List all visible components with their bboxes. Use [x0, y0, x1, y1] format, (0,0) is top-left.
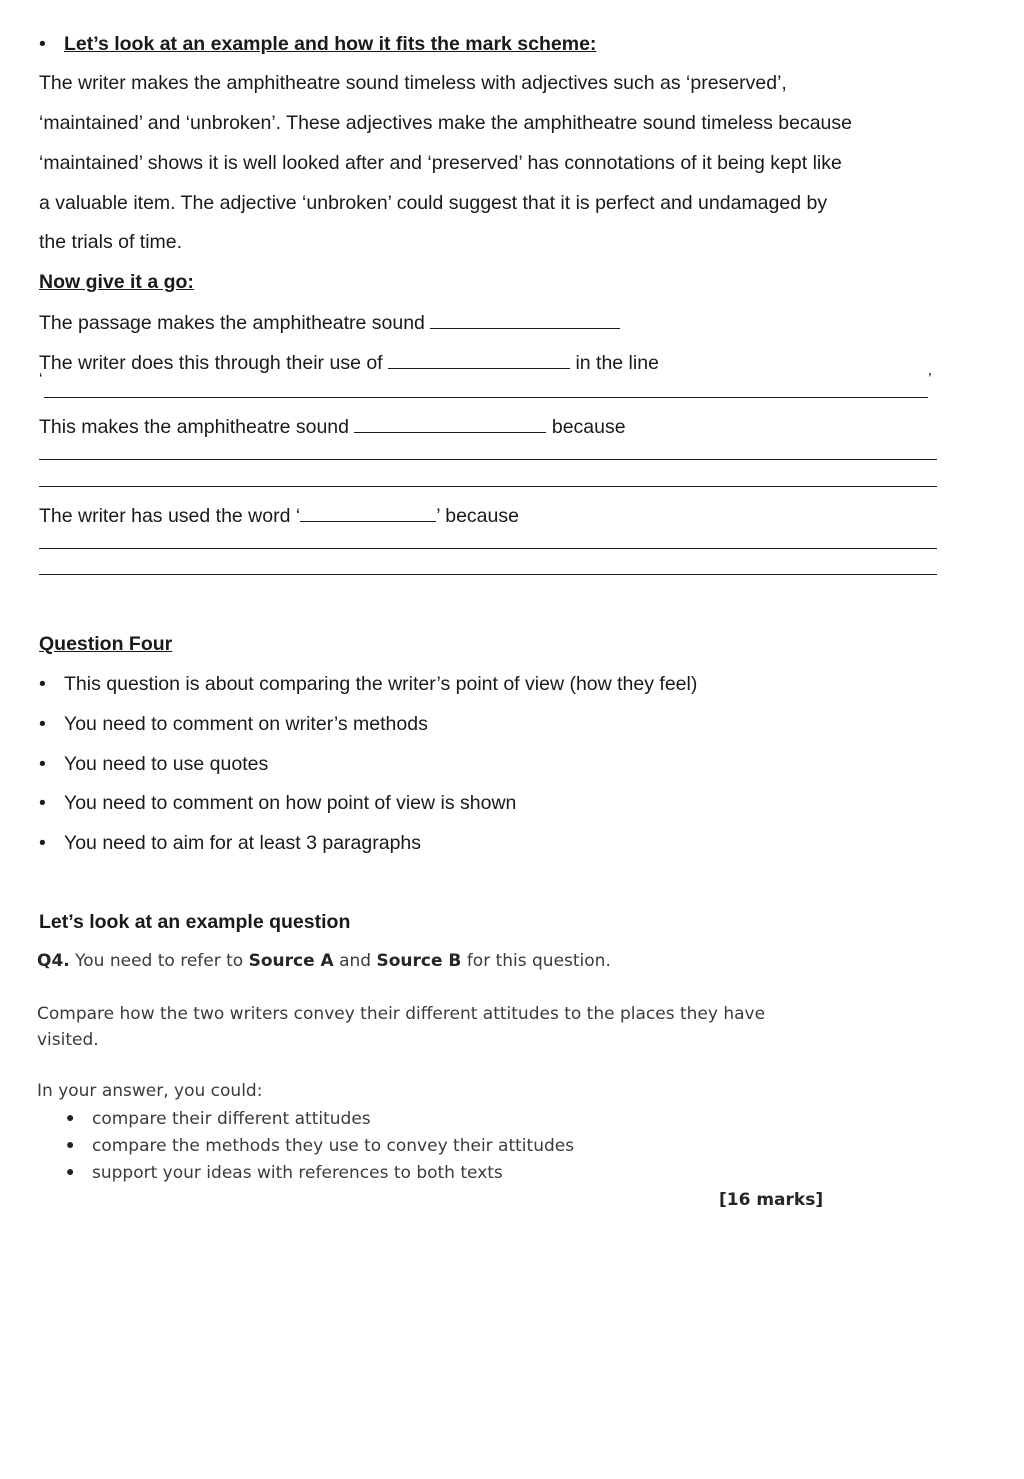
q4-prompt — [37, 950, 611, 972]
source-a: Source A — [248, 951, 334, 971]
q4-bullet: You need to comment on how point of view is shown — [64, 792, 517, 814]
answer-line[interactable] — [39, 486, 937, 487]
compare-line: Compare how the two writers convey their different attitudes to the places they have — [37, 1004, 766, 1024]
answer-bullet: compare their different attitudes — [92, 1109, 371, 1129]
blank-field[interactable] — [388, 350, 570, 369]
bullet-dot: ● — [66, 1136, 75, 1152]
intro-heading: Let’s look at an example and how it fits the mark scheme: — [64, 33, 597, 55]
open-quote: ‘ — [39, 371, 43, 388]
practice-line-2 — [39, 350, 659, 375]
practice-line-1-text: The passage makes the amphitheatre sound — [39, 312, 425, 334]
marks-label: [16 marks] — [719, 1190, 824, 1210]
q4-bullet: You need to aim for at least 3 paragraphs — [64, 832, 422, 854]
example-line: a valuable item. The adjective ‘unbroken’ could suggest that it is perfect and undamaged by — [39, 192, 828, 214]
q4-text-1: You need to refer to — [75, 951, 244, 971]
answer-line[interactable] — [44, 397, 928, 398]
blank-field[interactable] — [354, 414, 546, 433]
blank-field[interactable] — [430, 310, 620, 329]
bullet-dot: • — [39, 713, 46, 735]
practice-line-2-text: The writer does this through their use of — [39, 352, 383, 374]
answer-bullet: compare the methods they use to convey their attitudes — [92, 1136, 575, 1156]
answer-bullet: support your ideas with references to both texts — [92, 1163, 503, 1183]
practice-line-3-suffix: because — [551, 416, 626, 438]
example-question-heading: Let’s look at an example question — [39, 911, 351, 933]
practice-line-1 — [39, 310, 620, 335]
practice-line-4-text: The writer has used the word ‘ — [39, 505, 301, 527]
blank-field[interactable] — [300, 503, 436, 522]
example-line: the trials of time. — [39, 231, 183, 253]
answer-intro: In your answer, you could: — [37, 1081, 263, 1101]
q4-label: Q4. — [37, 951, 70, 971]
q4-bullet: This question is about comparing the writer’s point of view (how they feel) — [64, 673, 698, 695]
answer-line[interactable] — [39, 459, 937, 460]
q4-bullet: You need to use quotes — [64, 753, 269, 775]
bullet-dot: ● — [66, 1109, 75, 1125]
practice-line-3 — [39, 414, 626, 439]
answer-line[interactable] — [39, 574, 937, 575]
bullet-dot: • — [39, 673, 46, 695]
answer-line[interactable] — [39, 548, 937, 549]
q4-and: and — [339, 951, 372, 971]
bullet-dot: ● — [66, 1163, 75, 1179]
bullet-dot: • — [39, 753, 46, 775]
question-four-heading: Question Four — [39, 633, 173, 655]
q4-bullet: You need to comment on writer’s methods — [64, 713, 428, 735]
q4-text-2: for this question. — [466, 951, 611, 971]
practice-heading: Now give it a go: — [39, 271, 194, 293]
close-quote: ’ — [928, 371, 932, 388]
bullet-dot: • — [39, 33, 46, 55]
source-b: Source B — [376, 951, 462, 971]
practice-line-4 — [39, 503, 519, 528]
practice-line-4-suffix: ’ because — [436, 505, 519, 527]
practice-line-3-text: This makes the amphitheatre sound — [39, 416, 350, 438]
example-line: ‘maintained’ and ‘unbroken’. These adjectives make the amphitheatre sound timeless because — [39, 112, 852, 134]
practice-line-2-suffix: in the line — [575, 352, 659, 374]
bullet-dot: • — [39, 792, 46, 814]
example-line: ‘maintained’ shows it is well looked after and ‘preserved’ has connotations of it being kept like — [39, 152, 842, 174]
compare-line: visited. — [37, 1030, 99, 1050]
example-line: The writer makes the amphitheatre sound timeless with adjectives such as ‘preserved’, — [39, 72, 787, 94]
bullet-dot: • — [39, 832, 46, 854]
